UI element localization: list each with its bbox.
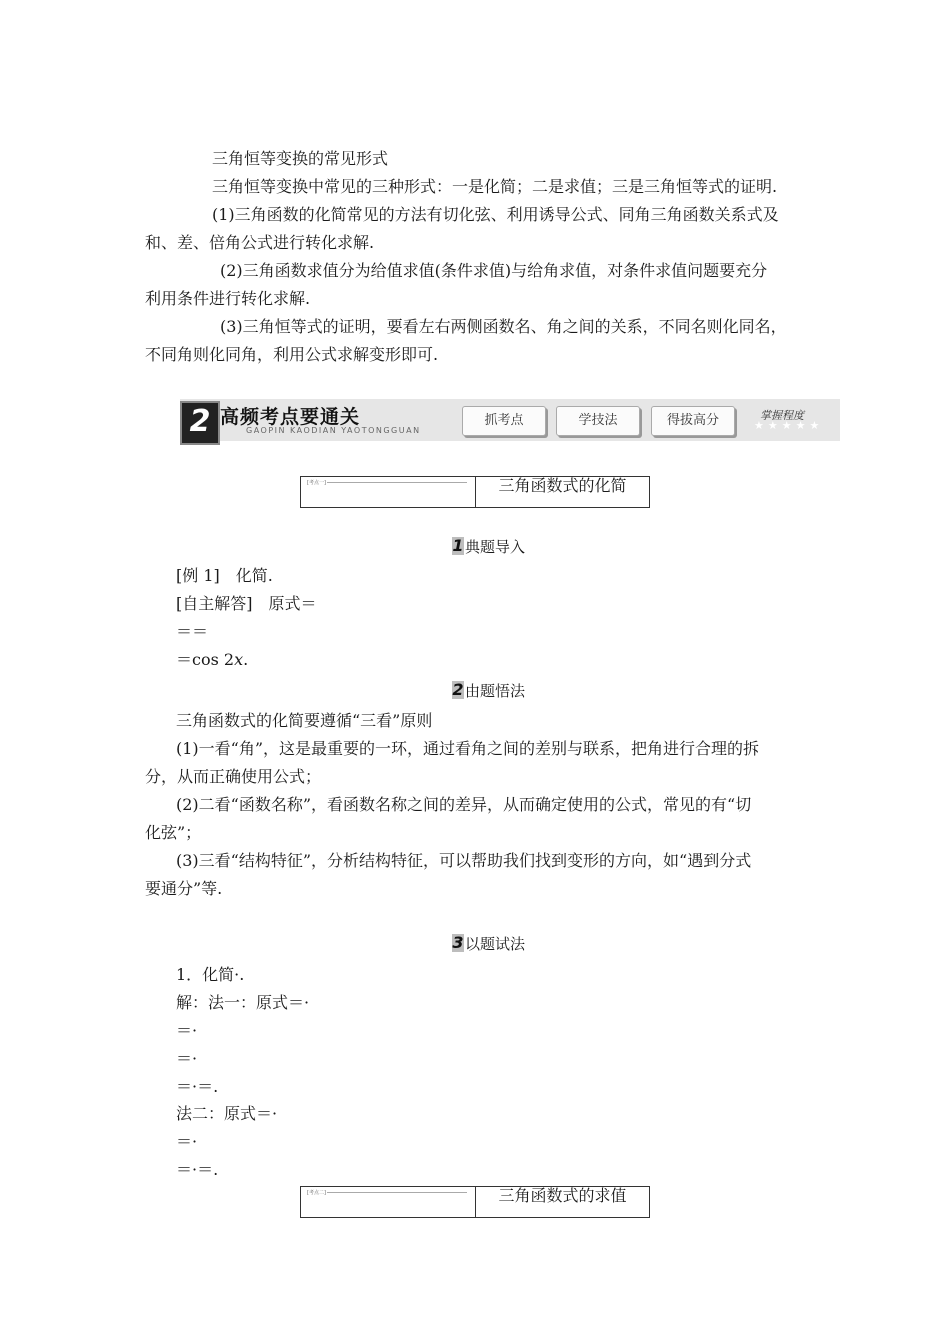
- example-step-2-suffix: .: [243, 650, 249, 669]
- example-step-1: ＝＝: [176, 622, 209, 641]
- example-step-2-prefix: ＝cos 2: [176, 650, 235, 669]
- intro-p3-line2: 不同角则化同角，利用公式求解变形即可.: [145, 345, 439, 364]
- example-step-2: [176, 650, 248, 670]
- exercise-step-4: ＝·: [176, 1132, 198, 1151]
- topic-title-2: 三角函数式的求值: [498, 1186, 627, 1205]
- mastery-label: 掌握程度: [760, 409, 804, 422]
- exercise-step-1: ＝·: [176, 1021, 198, 1040]
- method-rule-1-line2: 分，从而正确使用公式；: [145, 767, 322, 786]
- section-number-2: 2: [452, 680, 464, 699]
- intro-heading: 三角恒等变换的常见形式: [212, 149, 389, 168]
- section-number-1: 1: [452, 536, 464, 555]
- intro-p1-line1: (1)三角函数的化简常见的方法有切化弦、利用诱导公式、同角三角函数关系式及: [212, 205, 779, 224]
- topic-box-1: [300, 476, 650, 508]
- intro-p2-line2: 利用条件进行转化求解.: [145, 289, 311, 308]
- method-rule-2-line2: 化弦”；: [145, 823, 202, 842]
- section-heading-1: [452, 537, 525, 557]
- exercise-question: 1．化简·.: [176, 965, 245, 984]
- example-step-2-var: x: [234, 650, 244, 669]
- banner-subtitle: GAOPIN KAODIAN YAOTONGGUAN: [246, 426, 421, 435]
- grab-key-points-button[interactable]: 抓考点: [462, 406, 546, 436]
- banner-title: 高频考点要通关: [220, 406, 361, 428]
- section-heading-2: [452, 681, 525, 701]
- exercise-step-5: ＝·＝.: [176, 1160, 219, 1179]
- intro-p2-line1: (2)三角函数求值分为给值求值(条件求值)与给角求值，对条件求值问题要充分: [220, 261, 768, 280]
- mastery-stars-icon: ★★★★★: [754, 419, 824, 432]
- section-title-1: 典题导入: [465, 538, 526, 556]
- topic-tag-rule: [327, 482, 467, 483]
- section-title-2: 由题悟法: [465, 682, 526, 700]
- method-rule-2-line1: (2)二看“函数名称”，看函数名称之间的差异，从而确定使用的公式，常见的有“切: [176, 795, 752, 814]
- topic-box-2: [300, 1186, 650, 1218]
- intro-lead: 三角恒等变换中常见的三种形式：一是化简；二是求值；三是三角恒等式的证明.: [212, 177, 778, 196]
- topic-tag: [考点一]: [307, 480, 326, 486]
- learn-techniques-button[interactable]: 学技法: [556, 406, 640, 436]
- topic-tag-rule-2: [327, 1192, 467, 1193]
- method-rule-3-line1: (3)三看“结构特征”，分析结构特征，可以帮助我们找到变形的方向，如“遇到分式: [176, 851, 752, 870]
- section-heading-3: [452, 934, 525, 954]
- section-number-3: 3: [452, 933, 464, 952]
- intro-p3-line1: (3)三角恒等式的证明，要看左右两侧函数名、角之间的关系，不同名则化同名，: [220, 317, 787, 336]
- example-answer-label: [自主解答] 原式＝: [176, 594, 317, 613]
- exercise-solution-2: 法二：原式＝·: [176, 1104, 278, 1123]
- exercise-solution-1: 解：法一：原式＝·: [176, 993, 310, 1012]
- topic-tag-cell-2: [301, 1187, 476, 1217]
- score-high-button[interactable]: 得拔高分: [651, 406, 735, 436]
- topic-title: 三角函数式的化简: [498, 476, 627, 495]
- topic-tag-2: [考点二]: [307, 1190, 326, 1196]
- method-rule-1-line1: (1)一看“角”，这是最重要的一环，通过看角之间的差别与联系，把角进行合理的拆: [176, 739, 760, 758]
- exercise-step-3: ＝·＝.: [176, 1077, 219, 1096]
- section-title-3: 以题试法: [465, 935, 526, 953]
- method-rule-3-line2: 要通分”等.: [145, 879, 223, 898]
- method-heading: 三角函数式的化简要遵循“三看”原则: [176, 711, 433, 730]
- exercise-step-2: ＝·: [176, 1049, 198, 1068]
- section-banner: [180, 399, 840, 441]
- intro-p1-line2: 和、差、倍角公式进行转化求解.: [145, 233, 375, 252]
- topic-tag-cell: [301, 477, 476, 507]
- banner-number: 2: [180, 401, 220, 445]
- example-label: [例 1] 化简.: [176, 566, 273, 585]
